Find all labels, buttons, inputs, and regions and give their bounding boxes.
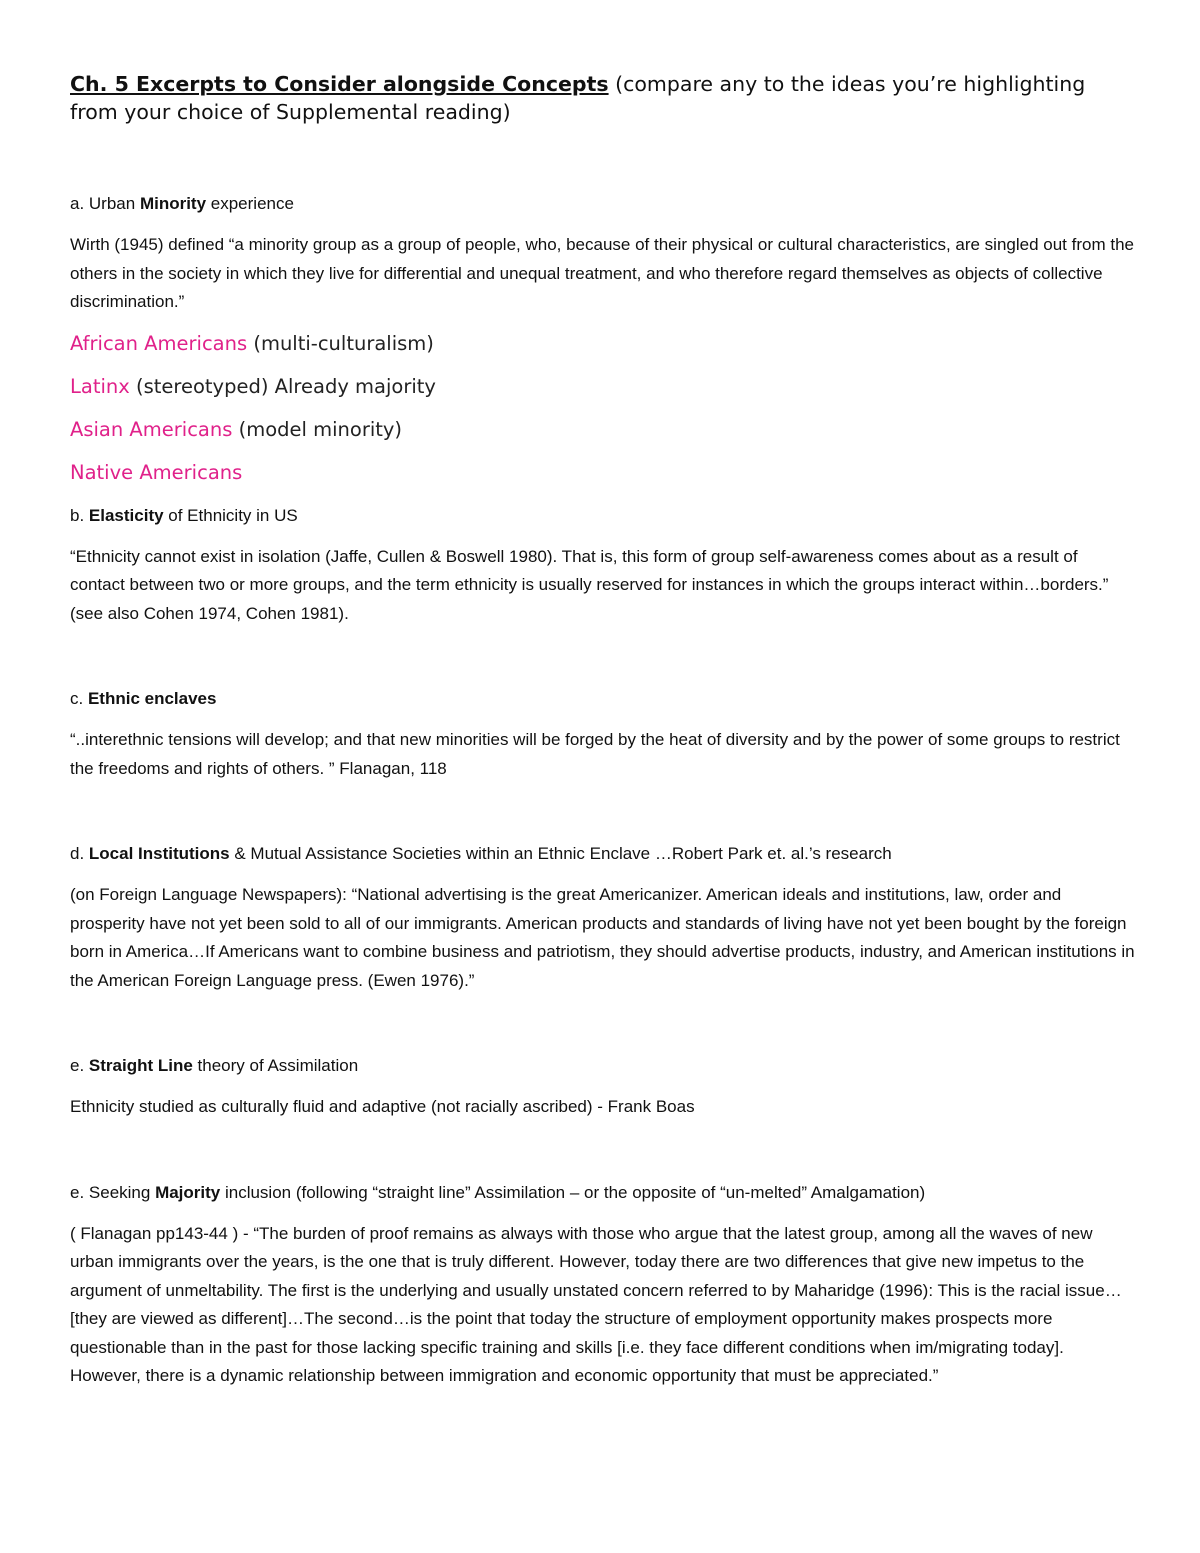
section-e1-prefix: e. bbox=[70, 1056, 89, 1075]
section-c-quote: “..interethnic tensions will develop; and that new minorities will be forged by the heat of diversity and by the power of some groups to restrict the freedoms and rights of others. ” Flanagan, 118 bbox=[70, 730, 1120, 778]
section-a-heading bbox=[70, 190, 1135, 218]
section-d-bold: Local Institutions bbox=[88, 844, 230, 863]
section-b-suffix: of Ethnicity in US bbox=[163, 505, 298, 525]
group-name: Latinx bbox=[70, 374, 130, 398]
section-c-bold: Ethnic enclaves bbox=[87, 689, 217, 708]
spacer bbox=[70, 1135, 1135, 1179]
group-note: (multi-culturalism) bbox=[247, 331, 434, 355]
spacer bbox=[70, 641, 1135, 685]
section-e1-text: Ethnicity studied as culturally fluid and adaptive (not racially ascribed) - Frank Boas bbox=[70, 1097, 695, 1116]
group-note: (model minority) bbox=[232, 417, 403, 441]
section-d-quote: (on Foreign Language Newspapers): “National advertising is the great Americanizer. American ideals and institutions, law, order and prosperity have not yet been sold to all of our immigrants. American products and standards of living have not yet been bought by the foreign born in America…If Americans want to combine business and patriotism, they should advertise products, industry, and American institutions in the American Foreign Language press. (Ewen 1976).” bbox=[70, 885, 1135, 990]
group-african-americans bbox=[70, 330, 1135, 358]
section-e2-suffix: inclusion (following “straight line” Assimilation – or the opposite of “un-melted” Amalgamation) bbox=[220, 1182, 926, 1202]
section-a-bold: Minority bbox=[139, 194, 207, 213]
section-d-suffix: & Mutual Assistance Societies within an Ethnic Enclave …Robert Park et. al.’s research bbox=[229, 844, 892, 863]
section-d-prefix: d. bbox=[70, 844, 89, 863]
section-e2-bold: Majority bbox=[155, 1182, 221, 1202]
group-name: Asian Americans bbox=[70, 417, 233, 441]
section-a-quote: Wirth (1945) defined “a minority group as a group of people, who, because of their physical or cultural characteristics, are singled out from the others in the society in which they live for differential and unequal treatment, and who therefore regard themselves as objects of collective discrimination.” bbox=[70, 235, 1134, 311]
group-asian-americans bbox=[70, 416, 1135, 444]
section-d-heading bbox=[70, 840, 1135, 868]
section-a-suffix: experience bbox=[206, 194, 294, 213]
document-page bbox=[70, 70, 1135, 1404]
section-e2-heading bbox=[70, 1179, 1135, 1207]
title-rest: (compare any to the ideas you’re highlighting from your choice of Supplemental reading) bbox=[70, 72, 1086, 124]
section-e1-heading bbox=[70, 1052, 1135, 1080]
section-c-prefix: c. bbox=[70, 689, 88, 708]
document-title bbox=[70, 70, 1135, 126]
title-strong: Ch. 5 Excerpts to Consider alongside Concepts bbox=[70, 72, 609, 96]
section-b-heading bbox=[70, 502, 1135, 530]
group-name: African Americans bbox=[70, 331, 248, 355]
spacer bbox=[70, 1008, 1135, 1052]
group-native-americans bbox=[70, 459, 1135, 487]
spacer bbox=[70, 796, 1135, 840]
section-b-bold: Elasticity bbox=[88, 505, 164, 525]
section-e1-bold: Straight Line bbox=[88, 1056, 193, 1075]
group-name: Native Americans bbox=[70, 460, 243, 484]
group-note: (stereotyped) Already majority bbox=[129, 374, 436, 398]
section-b-quote: “Ethnicity cannot exist in isolation (Jaffe, Cullen & Boswell 1980). That is, this form of group self-awareness comes about as a result of contact between two or more groups, and the term ethnicity is usually reserved for instances in which the groups interact within…borders.” (see also Cohen 1974, Cohen 1981). bbox=[70, 546, 1109, 623]
group-latinx bbox=[70, 373, 1135, 401]
section-e2-quote: ( Flanagan pp143-44 ) - “The burden of proof remains as always with those who argue that the latest group, among all the waves of new urban immigrants over the years, is the one that is truly different. However, today there are two differences that give new impetus to the argument of unmeltability. The first is the underlying and usually unstated concern referred to by Maharidge (1996): This is the racial issue…[they are viewed as different]…The second…is the point that today the structure of employment opportunity makes prospects more questionable than in the past for those lacking specific training and skills [i.e. they face different conditions when im/migrating today]. However, there is a dynamic relationship between immigration and economic opportunity that must be appreciated.” bbox=[70, 1223, 1122, 1385]
section-e2-prefix: e. Seeking bbox=[70, 1182, 156, 1202]
section-b-prefix: b. bbox=[70, 505, 89, 525]
section-a-prefix: a. Urban bbox=[70, 194, 140, 213]
section-e1-suffix: theory of Assimilation bbox=[192, 1056, 359, 1075]
section-c-heading bbox=[70, 685, 1135, 713]
